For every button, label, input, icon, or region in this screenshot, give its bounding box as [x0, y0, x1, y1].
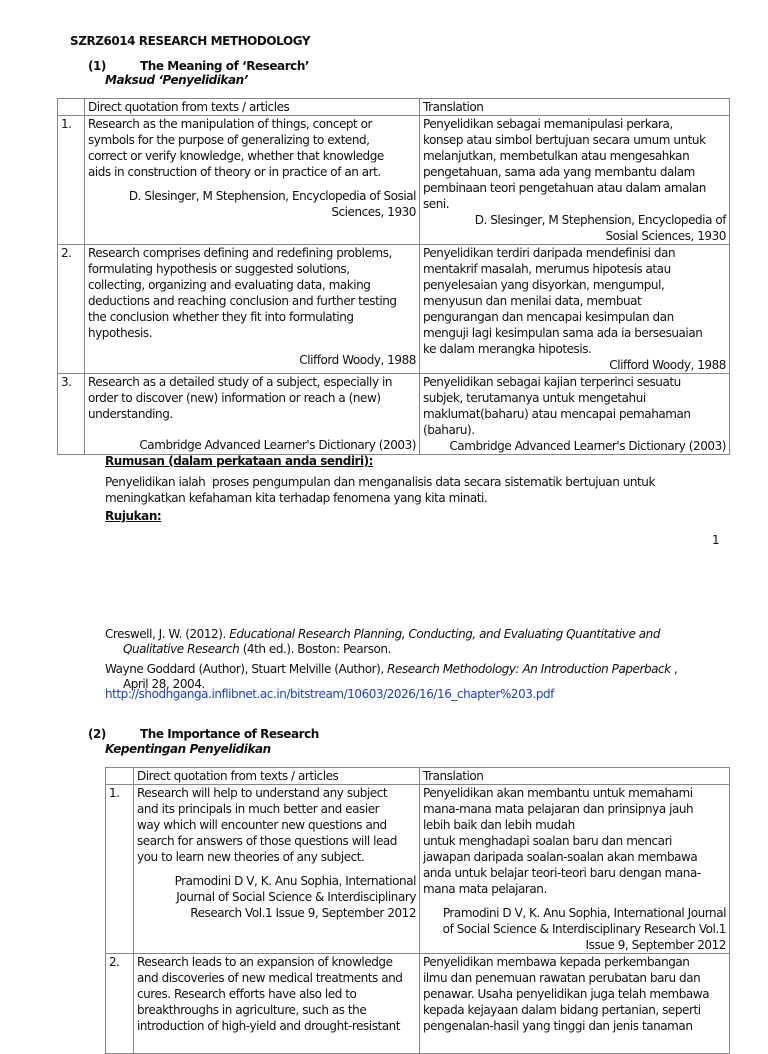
row-number: 3. — [58, 374, 85, 455]
reference-creswell — [105, 627, 660, 657]
section1-number: (1) — [88, 59, 106, 73]
quote-source: Clifford Woody, 1988 — [299, 353, 416, 367]
quote-cell — [85, 116, 420, 245]
table-row — [58, 245, 730, 374]
quote-text: Research will help to understand any subject and its principals in much better and easier way which will encounter new questions and search for answers of those questions will lead you to learn new theories of any subject. — [137, 786, 397, 864]
translation-cell — [420, 374, 730, 455]
meaning-table — [57, 98, 730, 455]
course-title: SZRZ6014 RESEARCH METHODOLOGY — [70, 34, 311, 48]
translation-cell: Penyelidikan membawa kepada perkembangan ilmu dan penemuan rawatan perubatan baru dan penawar. Usaha penyelidikan juga telah membawa kepada kejayaan dalam bidang pertanian, seperti pengenalan-hasil yang tinggi dan jenis tanaman — [420, 954, 730, 1054]
translation-source: Clifford Woody, 1988 — [609, 358, 726, 372]
section1-subtitle: Maksud ‘Penyelidikan’ — [105, 73, 248, 87]
table-header-row — [106, 768, 730, 785]
row-number: 2. — [106, 954, 134, 1054]
translation-text: Penyelidikan terdiri daripada mendefinisi dan mentakrif masalah, merumus hipotesis atau penyelesaian yang disyorkan, mengumpul, menyusun dan menilai data, membuat pengurangan dan mencapai kesimpulan dan menguji lagi kesimpulan sama ada ia bersesuaian ke dalam merangka hipotesis. — [423, 246, 703, 356]
table-row — [106, 785, 730, 954]
section1-title: The Meaning of ‘Research’ — [140, 59, 310, 73]
translation-source: D. Slesinger, M Stephension, Encyclopedia of Sosial Sciences, 1930 — [474, 213, 726, 243]
table-row — [58, 116, 730, 245]
translation-cell — [420, 245, 730, 374]
quote-source: D. Slesinger, M Stephension, Encyclopedia of Sosial Sciences, 1930 — [128, 189, 416, 219]
section2-title: The Importance of Research — [140, 727, 319, 741]
header-quotation: Direct quotation from texts / articles — [85, 99, 420, 116]
reference-link[interactable]: http://shodhganga.inflibnet.ac.in/bitstream/10603/2026/16/16_chapter%203.pdf — [105, 687, 554, 701]
row-number: 1. — [58, 116, 85, 245]
rujukan-heading: Rujukan: — [105, 509, 162, 523]
header-num — [58, 99, 85, 116]
row-number: 1. — [106, 785, 134, 954]
table-row — [58, 374, 730, 455]
importance-table — [105, 767, 730, 1054]
header-num — [106, 768, 134, 785]
ref-title-cont: Qualitative Research — [123, 642, 240, 656]
ref-date: April 28, 2004. — [123, 677, 205, 691]
section2-subtitle: Kepentingan Penyelidikan — [105, 742, 271, 756]
ref-title: Research Methodology: An Introduction Paperback — [387, 662, 671, 676]
quote-cell — [85, 245, 420, 374]
header-translation: Translation — [420, 768, 730, 785]
ref-author: Wayne Goddard (Author), Stuart Melville (Author), — [105, 662, 388, 676]
translation-cell — [420, 785, 730, 954]
header-translation: Translation — [420, 99, 730, 116]
ref-author: Creswell, J. W. (2012). — [105, 627, 230, 641]
quote-text: Research comprises defining and redefining problems, formulating hypothesis or suggested solutions, collecting, organizing and evaluating data, making deductions and reaching conclusion and further testing the conclusion whether they fit into formulating hypothesis. — [88, 246, 397, 340]
translation-cell — [420, 116, 730, 245]
quote-cell — [134, 785, 420, 954]
page-number: 1 — [712, 533, 720, 547]
translation-text: Penyelidikan sebagai memanipulasi perkara, konsep atau simbol bertujuan secara umum untuk melanjutkan, membetulkan atau mengesahkan pengetahuan, sama ada yang membantu dalam pembinaan teori pengetahuan atau dalam amalan seni. — [423, 117, 706, 211]
quote-text: Research as a detailed study of a subject, especially in order to discover (new) information or reach a (new) understanding. — [88, 375, 392, 421]
quote-source: Cambridge Advanced Learner's Dictionary (2003) — [139, 438, 416, 452]
translation-source: Cambridge Advanced Learner's Dictionary (2003) — [449, 439, 726, 453]
quote-source: Pramodini D V, K. Anu Sophia, International Journal of Social Science & Interdisciplinary Research Vol.1 Issue 9, September 2012 — [174, 874, 416, 920]
rumusan-heading: Rumusan (dalam perkataan anda sendiri): — [105, 454, 374, 468]
translation-source: Pramodini D V, K. Anu Sophia, International Journal of Social Science & Interdisciplinary Research Vol.1 Issue 9, September 2012 — [442, 906, 726, 952]
rumusan-text: Penyelidikan ialah proses pengumpulan dan menganalisis data secara sistematik bertujuan untuk meningkatkan kefahaman kita terhadap fenomena yang kita minati. — [105, 475, 655, 505]
translation-text: Penyelidikan akan membantu untuk memahami mana-mana mata pelajaran dan prinsipnya jauh lebih baik dan lebih mudah untuk menghadapi soalan baru dan mencari jawapan daripada soalan-soalan akan membawa anda untuk belajar teori-teori baru dengan mana- mana mata pelajaran. — [423, 786, 701, 896]
header-quotation: Direct quotation from texts / articles — [134, 768, 420, 785]
quote-cell: Research leads to an expansion of knowledge and discoveries of new medical treatments and cures. Research efforts have also led to breakthroughs in agriculture, such as the introduction of high-yield and drought-resistant — [134, 954, 420, 1054]
table-row — [106, 954, 730, 1054]
translation-text: Penyelidikan sebagai kajian terperinci sesuatu subjek, terutamanya untuk mengetahui maklumat(baharu) atau mencapai pemahaman (baharu). — [423, 375, 691, 437]
ref-publisher: (4th ed.). Boston: Pearson. — [239, 642, 391, 656]
quote-text: Research as the manipulation of things, concept or symbols for the purpose of generalizing to extend, correct or verify knowledge, whether that knowledge aids in construction of theory or in practice of an art. — [88, 117, 384, 179]
section2-number: (2) — [88, 727, 106, 741]
table-header-row — [58, 99, 730, 116]
ref-title: Educational Research Planning, Conducting, and Evaluating Quantitative and — [229, 627, 660, 641]
row-number: 2. — [58, 245, 85, 374]
ref-punct: , — [670, 662, 678, 676]
quote-cell — [85, 374, 420, 455]
